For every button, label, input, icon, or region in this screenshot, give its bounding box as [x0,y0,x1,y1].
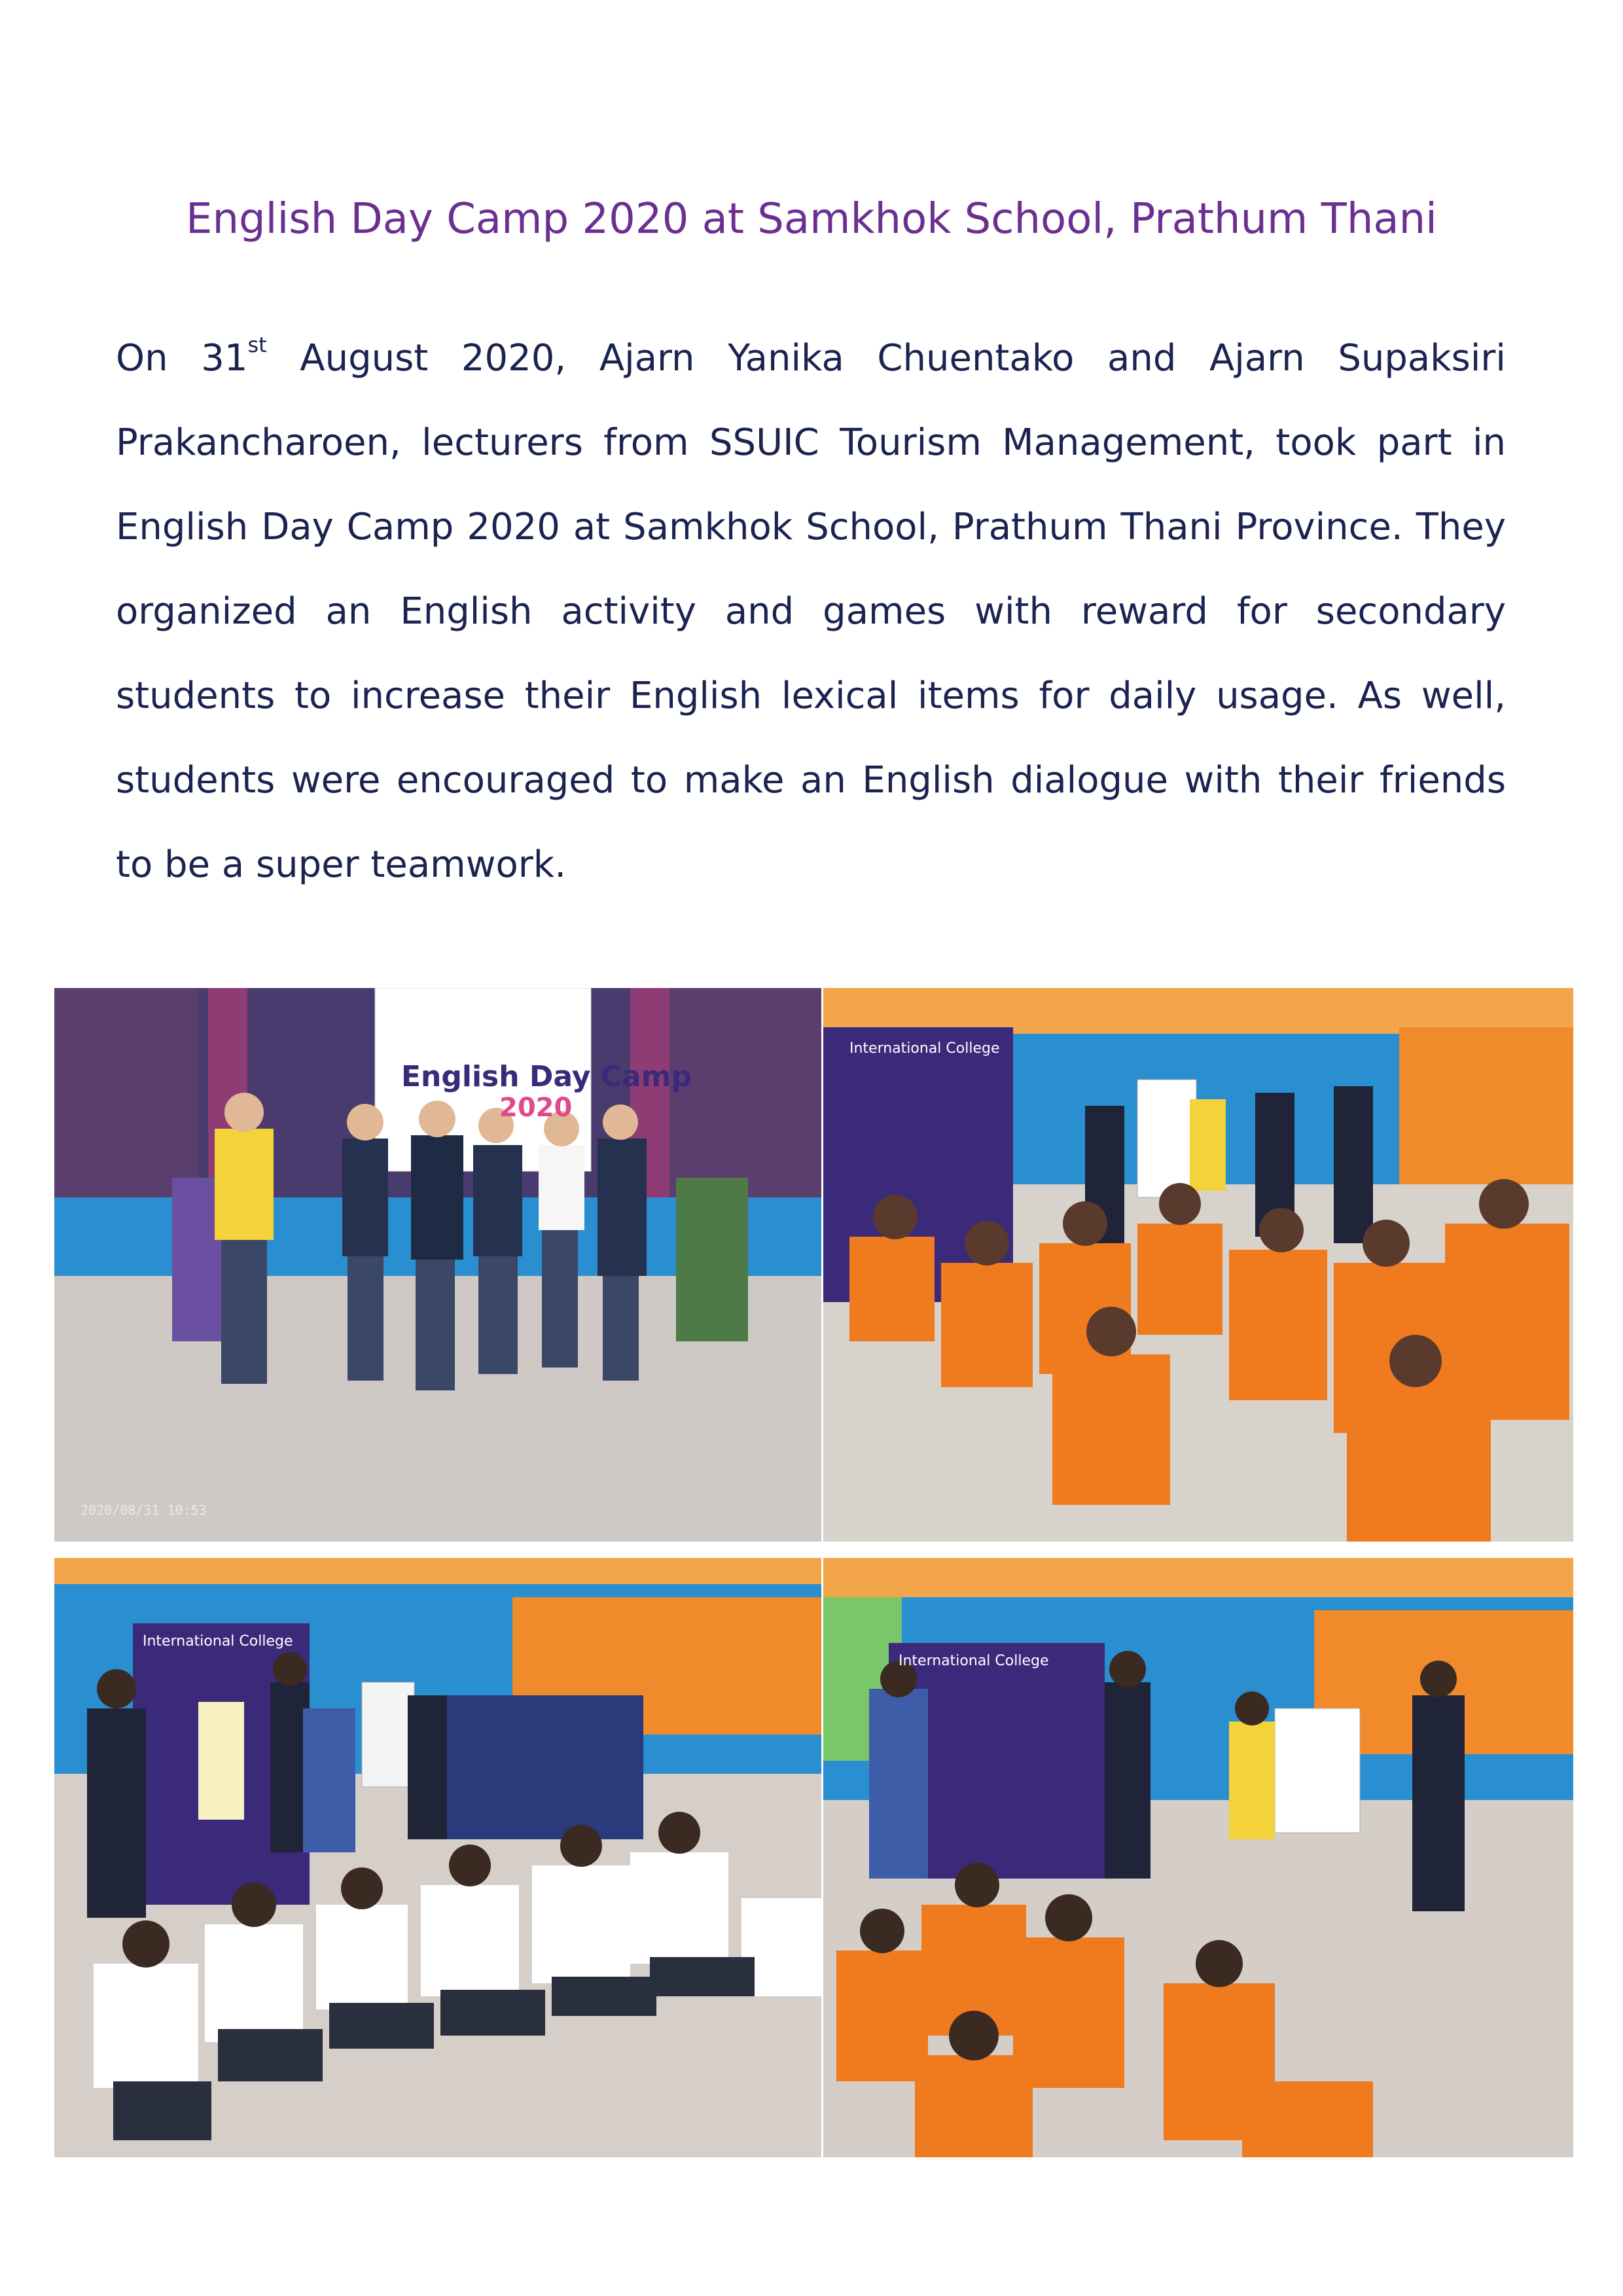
banner-international-college: International College [143,1633,293,1650]
photo-timestamp: 2020/08/31 10:53 [80,1502,207,1518]
paragraph-start: On 31 [116,337,248,380]
photo-lecturer-presenting-image [823,1558,1573,2157]
photo-students-orange-image [823,988,1573,1542]
banner-english-day-camp: English Day Camp [401,1060,692,1093]
photo-lecturer-presenting [823,1558,1573,2157]
photo-students-orange-group [823,988,1573,1542]
banner-international-college: International College [849,1040,1000,1057]
banner-international-college: International College [899,1653,1049,1669]
paragraph-rest: August 2020, Ajarn Yanika Chuentako and Ajarn Supaksiri Prakancharoen, lecturers from SSUIC Tourism Management, took part in English Day Camp 2020 at Samkhok School, Prathum Thani Province. They organized an English activity and games with reward for secondary students to increase their English lexical items for daily usage. As well, students were encouraged to make an English dialogue with their friends to be a super teamwork. [116,337,1506,886]
photo-students-white-group [54,1558,821,2157]
photo-group-stage [54,988,821,1542]
banner-year: 2020 [499,1093,573,1123]
date-ordinal-suffix: st [247,332,267,358]
body-paragraph [116,316,1506,907]
document-title: English Day Camp 2020 at Samkhok School, Prathum Thani [186,195,1437,243]
